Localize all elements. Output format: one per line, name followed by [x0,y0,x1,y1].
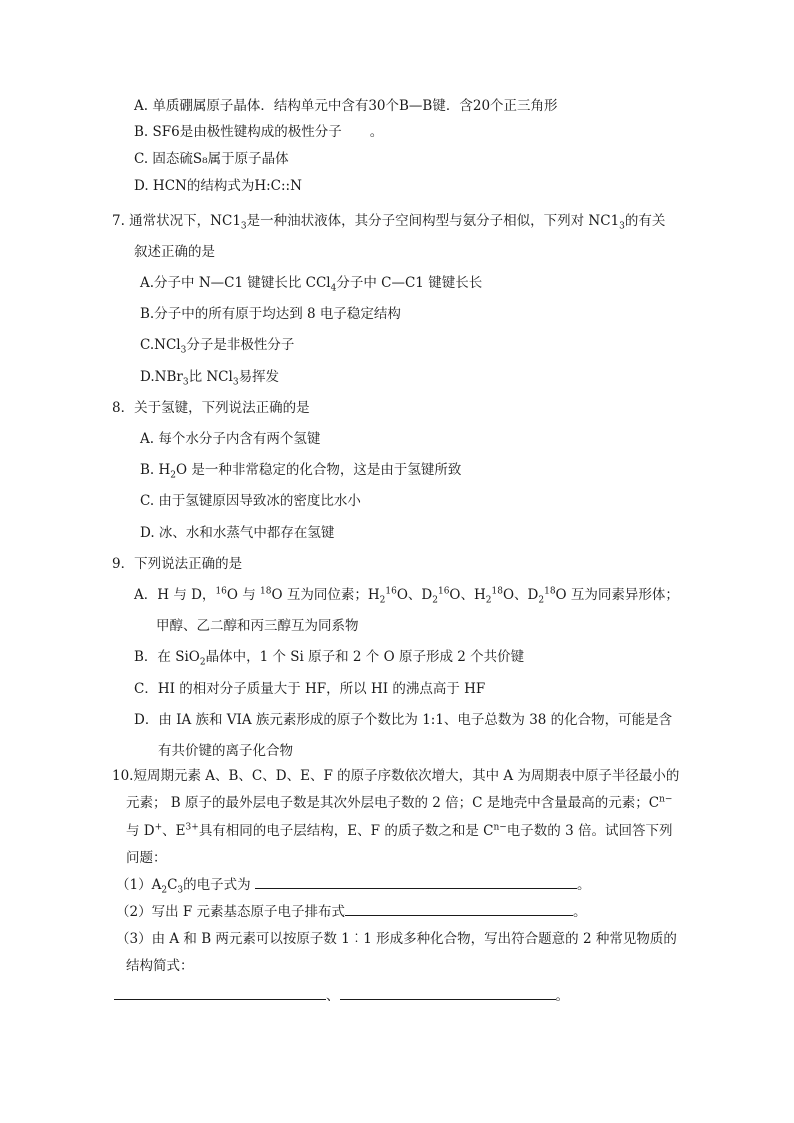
superscript: 16 [385,586,397,597]
q7-option-d-part: 比 NCl [188,369,233,385]
q10-line3-part: 、E [162,823,186,839]
q8-option-a: A. 每个水分子内含有两个氢键 [140,431,321,447]
q9-option-c: C．HI 的相对分子质量大于 HF，所以 HI 的沸点高于 HF [134,681,486,697]
superscript: 16 [215,586,227,597]
q10-sub2 [116,903,587,921]
q10-sub1-part: （1）A [116,877,162,893]
subscript: 3 [182,377,189,388]
answer-blank-3[interactable] [114,987,326,1000]
q7-option-c [140,336,294,354]
subscript: 2 [170,470,177,481]
q10-sub1-part: 的电子式为 [183,877,255,893]
superscript: n− [493,822,507,833]
q10-sub1-part: C [167,877,178,893]
superscript: 18 [491,586,503,597]
q8-option-d: D. 冰、水和水蒸气中都存在氢键 [140,525,335,541]
subscript: 3 [240,221,247,232]
q7-option-a-part: A.分子中 N—C1 键键长比 CCl [140,275,331,291]
q7-stem-part: 的有关 [624,213,666,229]
q9-option-b [134,648,524,666]
q8-option-b-part: B. H [140,462,171,478]
q9-a-part: O 互为同位素；H [271,587,380,603]
q10-line3-part: 具有相同的电子层结构，E、F 的质子数之和是 C [198,823,494,839]
subscript: 3 [232,377,239,388]
q9-a-part: O 互为同素异形体； [555,587,679,603]
q10-line3-part: 与 D [126,823,155,839]
q9-b-part: 晶体中，1 个 Si 原子和 2 个 O 原子形成 2 个共价键 [205,649,525,665]
q6-option-c: C. 固态硫S₈属于原子晶体 [134,151,289,167]
q7-stem-line1 [112,212,665,230]
q10-line4: 问题： [126,850,167,866]
q9-stem: 9．下列说法正确的是 [112,556,243,572]
subscript: 2 [485,595,492,606]
q8-stem: 8．关于氢键，下列说法正确的是 [112,400,310,416]
q9-option-a-line2: 甲醇、乙二醇和丙三醇互为同系物 [156,618,359,634]
q10-sub3-answers [114,987,569,1005]
q8-option-b [140,461,461,479]
q7-option-d-part: D.NBr [140,369,183,385]
q8-option-c: C. 由于氢键原因导致冰的密度比水小 [140,493,361,509]
q9-a-part: O、D [502,587,539,603]
q9-a-part: O、H [449,587,486,603]
superscript: 18 [544,586,556,597]
superscript: 3+ [185,822,199,833]
q9-option-a-line1 [134,586,679,604]
q10-sub3-line1: （3）由 A 和 B 两元素可以按原子数 1︰1 形成多种化合物，写出符合题意的 2 种常见物质的 [116,931,677,947]
subscript: 2 [199,657,206,668]
q6-option-b-mark: 。 [369,124,384,140]
q9-a-part: A．H 与 D， [134,587,216,603]
q7-option-d-part: 易挥发 [238,369,280,385]
subscript: 2 [538,595,545,606]
q10-sub2-end: 。 [573,904,587,920]
q10-sub2-part: （2）写出 F 元素基态原子电子排布式 [116,904,346,920]
q10-sub1-end: 。 [576,877,591,893]
q10-line2-text: 元素； B 原子的最外层电子数是其次外层电子数的 2 倍；C 是地壳中含量最高的元素；C [126,795,660,811]
q7-option-d [140,368,279,386]
q7-option-b: B.分子中的所有原于均达到 8 电子稳定结构 [140,306,401,322]
answer-blank-2[interactable] [345,903,573,916]
q7-option-a-part: 分子中 C—C1 键键长长 [336,275,483,291]
q6-option-b [134,123,383,141]
q9-a-part: O、D [396,587,433,603]
answer-blank-1[interactable] [255,876,577,889]
subscript: 3 [619,221,625,232]
q6-option-b-text: B. SF6是由极性键构成的极性分子 [134,124,342,140]
q9-option-d-line1: D．由 IA 族和 VIA 族元素形成的原子个数比为 1:1、电子总数为 38 的化合物，可能是含 [134,712,673,728]
q10-line2 [126,794,672,812]
subscript: 3 [180,345,187,356]
q10-sub1 [116,876,590,894]
q9-b-part: B．在 SiO [134,649,200,665]
subscript: 4 [330,283,337,294]
q10-line3 [126,822,672,840]
q7-stem-line2: 叙述正确的是 [134,244,215,260]
q10-sub3-end: 。 [555,988,569,1004]
superscript: + [154,822,163,833]
q10-sub3-sep: 、 [326,988,340,1004]
q8-option-b-part: O 是一种非常稳定的化合物，这是由于氢键所致 [176,462,462,478]
subscript: 2 [161,885,168,896]
q7-stem-part: 是一种油状液体，其分子空间构型与氨分子相似，下列对 NC1 [246,213,620,229]
subscript: 2 [432,595,438,606]
q9-a-part: O 与 [226,587,261,603]
q7-stem-part: 7. 通常状况下，NC1 [112,213,241,229]
q6-option-a: A. 单质硼属原子晶体．结构单元中含有30个B—B键．含20个正三角形 [134,98,558,114]
q10-line3-part: 电子数的 3 倍。试回答下列 [506,823,673,839]
superscript: 18 [260,586,272,597]
q10-line1: 10.短周期元素 A、B、C、D、E、F 的原子序数依次增大，其中 A 为周期表中原子半径最小的 [112,768,680,784]
q6-option-d: D. HCN的结构式为H:C::N [134,178,302,194]
subscript: 2 [379,595,386,606]
q7-option-c-part: 分子是非极性分子 [186,337,295,353]
superscript: n− [659,794,673,805]
answer-blank-4[interactable] [340,987,556,1000]
subscript: 3 [177,885,184,896]
superscript: 16 [437,586,450,597]
q10-sub3-line2: 结构简式： [126,958,194,974]
q9-option-d-line2: 有共价键的离子化合物 [158,743,293,759]
q7-option-c-part: C.NCl [140,337,181,353]
q7-option-a [140,274,482,292]
